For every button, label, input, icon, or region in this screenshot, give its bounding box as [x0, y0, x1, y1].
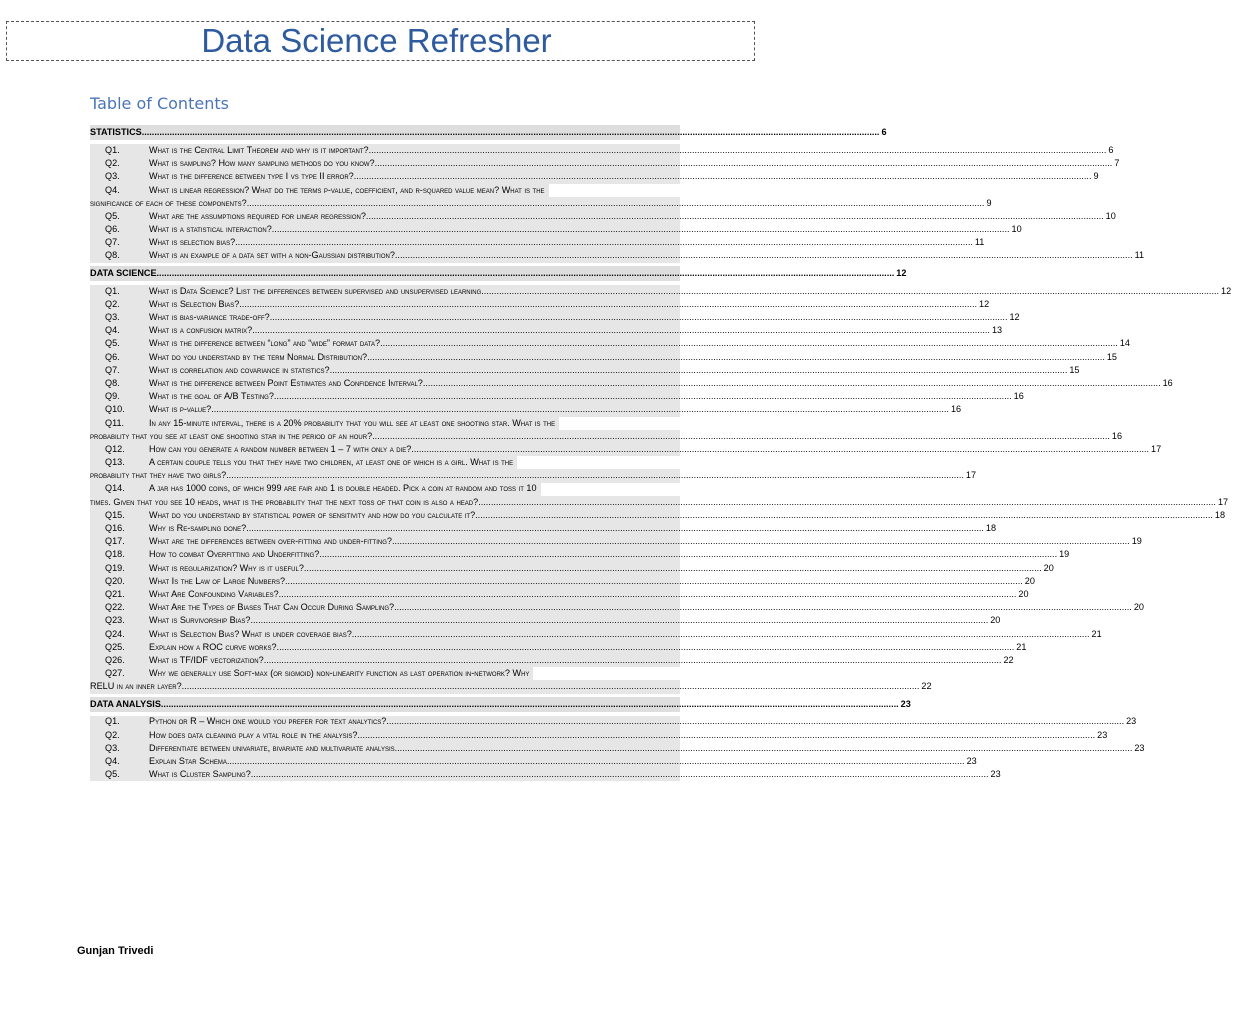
toc-leader-dots: [250, 614, 988, 627]
toc-leader-dots: [252, 324, 990, 337]
toc-leader-dots: [304, 562, 1042, 575]
toc-entry-text: Why is Re-sampling done?: [149, 523, 247, 534]
toc-leader-dots: [227, 755, 965, 768]
toc-entry-row[interactable]: [90, 298, 990, 311]
toc-leader-dots: [279, 588, 1017, 601]
toc-entry-number: Q18.: [105, 549, 125, 560]
toc-section-row[interactable]: [90, 697, 911, 712]
toc-entry-number: Q15.: [105, 509, 125, 520]
toc-entry-text: A certain couple tells you that they have two children, at least one of which is a girl. What is the: [149, 457, 514, 468]
toc-page-number: 16: [1162, 377, 1173, 388]
toc-entry-row[interactable]: [90, 614, 1001, 627]
toc-section-row[interactable]: [90, 266, 907, 281]
toc-page-number: 16: [950, 404, 962, 415]
toc-entry-row[interactable]: [90, 755, 977, 768]
toc-entry-text: What is an example of a data set with a non-Gaussian distribution?: [149, 250, 395, 261]
toc-entry-text: What is correlation and covariance in statistics?: [149, 364, 330, 375]
toc-entry-text: What is selection bias?: [149, 237, 236, 248]
toc-page-number: 19: [1059, 549, 1070, 560]
toc-entry-text: What do you understand by statistical power of sensitivity and how do you calculate it?: [149, 509, 476, 520]
toc-entry-number: Q19.: [105, 562, 125, 573]
toc-entry-text: Why we generally use Soft-max (or sigmoid) non-linearity function as last operation in-network? Why: [149, 668, 530, 679]
toc-leader-dots: [211, 403, 949, 416]
toc-entry-row[interactable]: [90, 210, 1116, 223]
toc-leader-dots: [142, 125, 880, 140]
toc-line-filler: [533, 667, 680, 680]
table-of-contents: [90, 125, 1232, 781]
toc-leader-dots: [157, 266, 895, 281]
toc-entry-row[interactable]: [90, 548, 1070, 561]
toc-entry-row[interactable]: [90, 324, 1003, 337]
toc-entry-row[interactable]: [90, 157, 1120, 170]
toc-leader-dots: [182, 680, 920, 693]
toc-page-number: 13: [991, 325, 1003, 336]
toc-entry-text: What is the difference between “long” and “wide” format data?: [149, 338, 381, 349]
title-box: [6, 21, 755, 61]
toc-page-number: 17: [1151, 443, 1162, 454]
toc-entry-row[interactable]: [90, 364, 1080, 377]
toc-entry-row[interactable]: [90, 729, 1108, 742]
toc-entry-number: Q6.: [105, 351, 120, 362]
toc-leader-dots: [239, 298, 977, 311]
toc-entry-row[interactable]: [90, 588, 1029, 601]
toc-entry-text: times. Given that you see 10 heads, what is the probability that the next toss of that coin is also a head?: [90, 496, 479, 507]
toc-entry-text: What Are Confounding Variables?: [149, 588, 279, 599]
toc-page-number: 11: [974, 237, 985, 248]
toc-entry-text: A jar has 1000 coins, of which 999 are fair and 1 is double headed. Pick a coin at random and toss it 10: [149, 483, 537, 494]
toc-entry-number: Q17.: [105, 536, 125, 547]
toc-entry-text: What is linear regression? What do the terms p-value, coefficient, and r-squared value mean? What is the: [149, 184, 545, 195]
toc-page-number: 21: [1091, 628, 1102, 639]
toc-entry-text: What are the differences between over-fitting and under-fitting?: [149, 536, 392, 547]
toc-entry-row[interactable]: [90, 197, 992, 210]
toc-entry-text: probability that you see at least one shooting star in the period of an hour?: [90, 430, 373, 441]
toc-leader-dots: [357, 729, 1095, 742]
toc-page-number: 16: [1111, 430, 1123, 441]
toc-entry-number: Q7.: [105, 364, 120, 375]
toc-entry-text: What is the difference between Point Estimates and Confidence Interval?: [149, 377, 423, 388]
document-title: Data Science Refresher: [201, 22, 552, 59]
toc-entry-row[interactable]: [90, 522, 997, 535]
toc-page-number: 12: [1221, 285, 1232, 296]
toc-leader-dots: [246, 522, 984, 535]
toc-entry-number: Q10.: [105, 404, 125, 415]
toc-entry-text: What is a confusion matrix?: [149, 325, 253, 336]
toc-entry-text: What is Selection Bias? What is under coverage bias?: [149, 628, 352, 639]
toc-leader-dots: [367, 351, 1105, 364]
toc-entry-row[interactable]: [90, 250, 1145, 263]
toc-leader-dots: [411, 443, 1149, 456]
toc-leader-dots: [277, 641, 1015, 654]
toc-entry-text: What is Selection Bias?: [149, 298, 240, 309]
toc-entry-number: Q24.: [105, 628, 125, 639]
toc-entry-row[interactable]: [90, 443, 1162, 456]
toc-entry-text: What is sampling? How many sampling methods do you know?: [149, 158, 375, 169]
toc-section-title: DATA SCIENCE: [90, 267, 157, 278]
toc-page-number: 12: [896, 267, 907, 278]
toc-entry-number: Q9.: [105, 391, 120, 402]
toc-entry-number: Q5.: [105, 338, 120, 349]
toc-page-number: 20: [1018, 588, 1029, 599]
toc-page-number: 12: [979, 298, 990, 309]
toc-leader-dots: [235, 236, 973, 249]
toc-entry-text: How to combat Overfitting and Underfitting?: [149, 549, 320, 560]
toc-heading: Table of Contents: [90, 94, 229, 113]
toc-entry-row[interactable]: [90, 483, 680, 496]
toc-entry-row[interactable]: [90, 716, 1137, 729]
toc-leader-dots: [330, 364, 1068, 377]
toc-page-number: 18: [985, 523, 997, 534]
toc-leader-dots: [270, 311, 1008, 324]
toc-leader-dots: [251, 768, 989, 781]
toc-entry-number: Q6.: [105, 224, 120, 235]
toc-page-number: 14: [1119, 338, 1130, 349]
toc-entry-text: How can you generate a random number between 1 – 7 with only a die?: [149, 443, 412, 454]
toc-leader-dots: [481, 285, 1219, 298]
toc-page-number: 10: [1105, 210, 1116, 221]
toc-leader-dots: [366, 210, 1104, 223]
toc-entry-number: Q2.: [105, 158, 120, 169]
toc-entry-number: Q4.: [105, 184, 120, 195]
toc-entry-text: What is Survivorship Bias?: [149, 615, 251, 626]
toc-leader-dots: [274, 390, 1012, 403]
toc-page-number: 9: [1093, 171, 1099, 182]
toc-entry-row[interactable]: [90, 377, 1173, 390]
toc-leader-dots: [319, 548, 1057, 561]
toc-entry-row[interactable]: [90, 417, 680, 430]
author-name: Gunjan Trivedi: [77, 945, 154, 957]
toc-entry-number: Q16.: [105, 523, 125, 534]
toc-entry-row[interactable]: [90, 337, 1130, 350]
toc-entry-row[interactable]: [90, 351, 1117, 364]
toc-entry-row[interactable]: [90, 223, 1022, 236]
toc-entry-row[interactable]: [90, 628, 1102, 641]
toc-entry-row[interactable]: [90, 496, 1229, 509]
toc-entry-text: probability that they have two girls?: [90, 470, 227, 481]
toc-page-number: 16: [1013, 391, 1024, 402]
toc-page-number: 22: [1003, 654, 1014, 665]
toc-page-number: 12: [1009, 312, 1020, 323]
toc-entry-text: What is regularization? Why is it useful?: [149, 562, 304, 573]
toc-entry-text: What is a statistical interaction?: [149, 224, 272, 235]
toc-line-filler: [549, 184, 680, 197]
toc-entry-number: Q14.: [105, 483, 125, 494]
toc-entry-row[interactable]: [90, 654, 1014, 667]
toc-page-number: 23: [1126, 716, 1137, 727]
toc-entry-number: Q26.: [105, 654, 125, 665]
toc-entry-text: Differentiate between univariate, bivariate and multivariate analysis: [149, 742, 395, 753]
toc-entry-row[interactable]: [90, 285, 1232, 298]
toc-entry-row[interactable]: [90, 768, 1001, 781]
toc-leader-dots: [369, 144, 1107, 157]
toc-entry-text: What is TF/IDF vectorization?: [149, 654, 264, 665]
toc-entry-number: Q8.: [105, 377, 120, 388]
toc-leader-dots: [264, 654, 1002, 667]
toc-page-number: 15: [1069, 364, 1080, 375]
toc-entry-row[interactable]: [90, 311, 1020, 324]
toc-line-filler: [559, 417, 680, 430]
toc-entry-row[interactable]: [90, 509, 1226, 522]
toc-entry-text: What Are the Types of Biases That Can Occur During Sampling?: [149, 602, 395, 613]
toc-entry-number: Q23.: [105, 615, 125, 626]
toc-entry-number: Q1.: [105, 285, 120, 296]
toc-entry-row[interactable]: [90, 667, 680, 680]
toc-entry-number: Q13.: [105, 457, 125, 468]
toc-page-number: 23: [900, 698, 911, 709]
toc-page-number: 6: [1108, 144, 1114, 155]
toc-page-number: 20: [1133, 602, 1144, 613]
toc-entry-row[interactable]: [90, 403, 962, 416]
toc-page-number: 23: [1134, 742, 1145, 753]
toc-entry-text: significance of each of these components?: [90, 197, 247, 208]
toc-entry-text: What is Cluster Sampling?: [149, 769, 251, 780]
toc-page-number: 7: [1114, 158, 1120, 169]
toc-leader-dots: [394, 601, 1132, 614]
toc-entry-text: What Is the Law of Large Numbers?: [149, 575, 286, 586]
toc-page-number: 17: [1217, 496, 1229, 507]
toc-entry-text: What do you understand by the term Normal Distribution?: [149, 351, 368, 362]
toc-entry-number: Q4.: [105, 756, 120, 767]
toc-entry-text: What is bias-variance trade-off?: [149, 312, 270, 323]
toc-page-number: 20: [1043, 562, 1054, 573]
toc-entry-number: Q2.: [105, 729, 120, 740]
toc-entry-number: Q1.: [105, 144, 120, 155]
toc-entry-number: Q22.: [105, 602, 125, 613]
toc-page-number: 11: [1134, 250, 1145, 261]
toc-entry-number: Q25.: [105, 641, 125, 652]
toc-leader-dots: [475, 509, 1213, 522]
toc-entry-row[interactable]: [90, 680, 932, 693]
toc-leader-dots: [272, 223, 1010, 236]
toc-leader-dots: [161, 697, 899, 712]
toc-leader-dots: [380, 337, 1118, 350]
toc-entry-row[interactable]: [90, 575, 1035, 588]
toc-page-number: 15: [1106, 351, 1117, 362]
toc-section-row[interactable]: [90, 125, 887, 140]
toc-leader-dots: [478, 496, 1216, 509]
toc-entry-row[interactable]: [90, 430, 1123, 443]
toc-entry-number: Q3.: [105, 312, 120, 323]
toc-entry-number: Q21.: [105, 588, 125, 599]
toc-entry-number: Q5.: [105, 210, 120, 221]
toc-entry-text: How does data cleaning play a vital role in the analysis?: [149, 729, 358, 740]
toc-page-number: 23: [966, 756, 977, 767]
toc-entry-text: In any 15-minute interval, there is a 20% probability that you will see at least one shooting star. What is the: [149, 417, 556, 428]
toc-page-number: 10: [1011, 224, 1022, 235]
toc-entry-text: What is p-value?: [149, 404, 212, 415]
toc-entry-row[interactable]: [90, 390, 1024, 403]
toc-page-number: 19: [1131, 536, 1142, 547]
toc-entry-number: Q1.: [105, 716, 120, 727]
toc-entry-row[interactable]: [90, 641, 1027, 654]
toc-entry-number: Q2.: [105, 298, 120, 309]
toc-entry-row[interactable]: [90, 236, 985, 249]
toc-entry-text: What are the assumptions required for linear regression?: [149, 210, 366, 221]
toc-entry-number: Q7.: [105, 237, 120, 248]
toc-page-number: 6: [881, 127, 887, 137]
toc-entry-number: Q20.: [105, 575, 125, 586]
toc-entry-row[interactable]: [90, 184, 680, 197]
toc-leader-dots: [372, 430, 1110, 443]
toc-entry-text: What is the Central Limit Theorem and why is it important?: [149, 144, 369, 155]
toc-page-number: 21: [1016, 641, 1027, 652]
toc-entry-text: Python or R – Which one would you prefer for text analytics?: [149, 716, 387, 727]
toc-leader-dots: [247, 197, 985, 210]
toc-line-filler: [517, 456, 680, 469]
toc-entry-number: Q3.: [105, 171, 120, 182]
toc-page-number: 22: [921, 681, 932, 692]
toc-entry-number: Q27.: [105, 668, 125, 679]
toc-entry-row[interactable]: [90, 170, 1099, 183]
toc-page-number: 20: [1024, 575, 1035, 586]
toc-entry-number: Q8.: [105, 250, 120, 261]
toc-entry-text: RELU in an inner layer?: [90, 681, 182, 692]
toc-entry-text: Explain how a ROC curve works?: [149, 641, 277, 652]
toc-leader-dots: [395, 249, 1133, 262]
toc-section-title: DATA ANALYSIS: [90, 698, 161, 709]
toc-page-number: 20: [990, 615, 1001, 626]
toc-entry-text: What is Data Science? List the differences between supervised and unsupervised learning: [149, 285, 482, 296]
toc-entry-row[interactable]: [90, 742, 1145, 755]
toc-entry-number: Q4.: [105, 325, 120, 336]
toc-leader-dots: [285, 575, 1023, 588]
toc-entry-text: What is the difference between type I vs type II error?: [149, 171, 354, 182]
toc-leader-dots: [386, 715, 1124, 728]
toc-leader-dots: [352, 628, 1090, 641]
toc-page-number: 18: [1214, 509, 1226, 520]
toc-page-number: 9: [986, 197, 992, 208]
toc-entry-row[interactable]: [90, 469, 977, 482]
toc-leader-dots: [395, 742, 1133, 755]
toc-page-number: 23: [1097, 729, 1108, 740]
toc-entry-number: Q11.: [105, 417, 125, 428]
toc-leader-dots: [226, 469, 964, 482]
toc-entry-row[interactable]: [90, 562, 1054, 575]
toc-section-title: STATISTICS: [90, 127, 142, 137]
toc-entry-row[interactable]: [90, 456, 680, 469]
toc-page-number: 17: [965, 470, 977, 481]
toc-leader-dots: [375, 157, 1113, 170]
toc-line-filler: [541, 483, 680, 496]
toc-entry-number: Q5.: [105, 769, 120, 780]
toc-entry-number: Q12.: [105, 443, 125, 454]
toc-entry-row[interactable]: [90, 535, 1142, 548]
toc-leader-dots: [354, 170, 1092, 183]
toc-page-number: 23: [990, 769, 1001, 780]
toc-entry-text: Explain Star Schema: [149, 756, 227, 767]
toc-leader-dots: [423, 377, 1161, 390]
toc-entry-row[interactable]: [90, 144, 1114, 157]
toc-leader-dots: [392, 535, 1130, 548]
toc-entry-number: Q3.: [105, 742, 120, 753]
toc-entry-row[interactable]: [90, 601, 1144, 614]
toc-entry-text: What is the goal of A/B Testing?: [149, 391, 274, 402]
